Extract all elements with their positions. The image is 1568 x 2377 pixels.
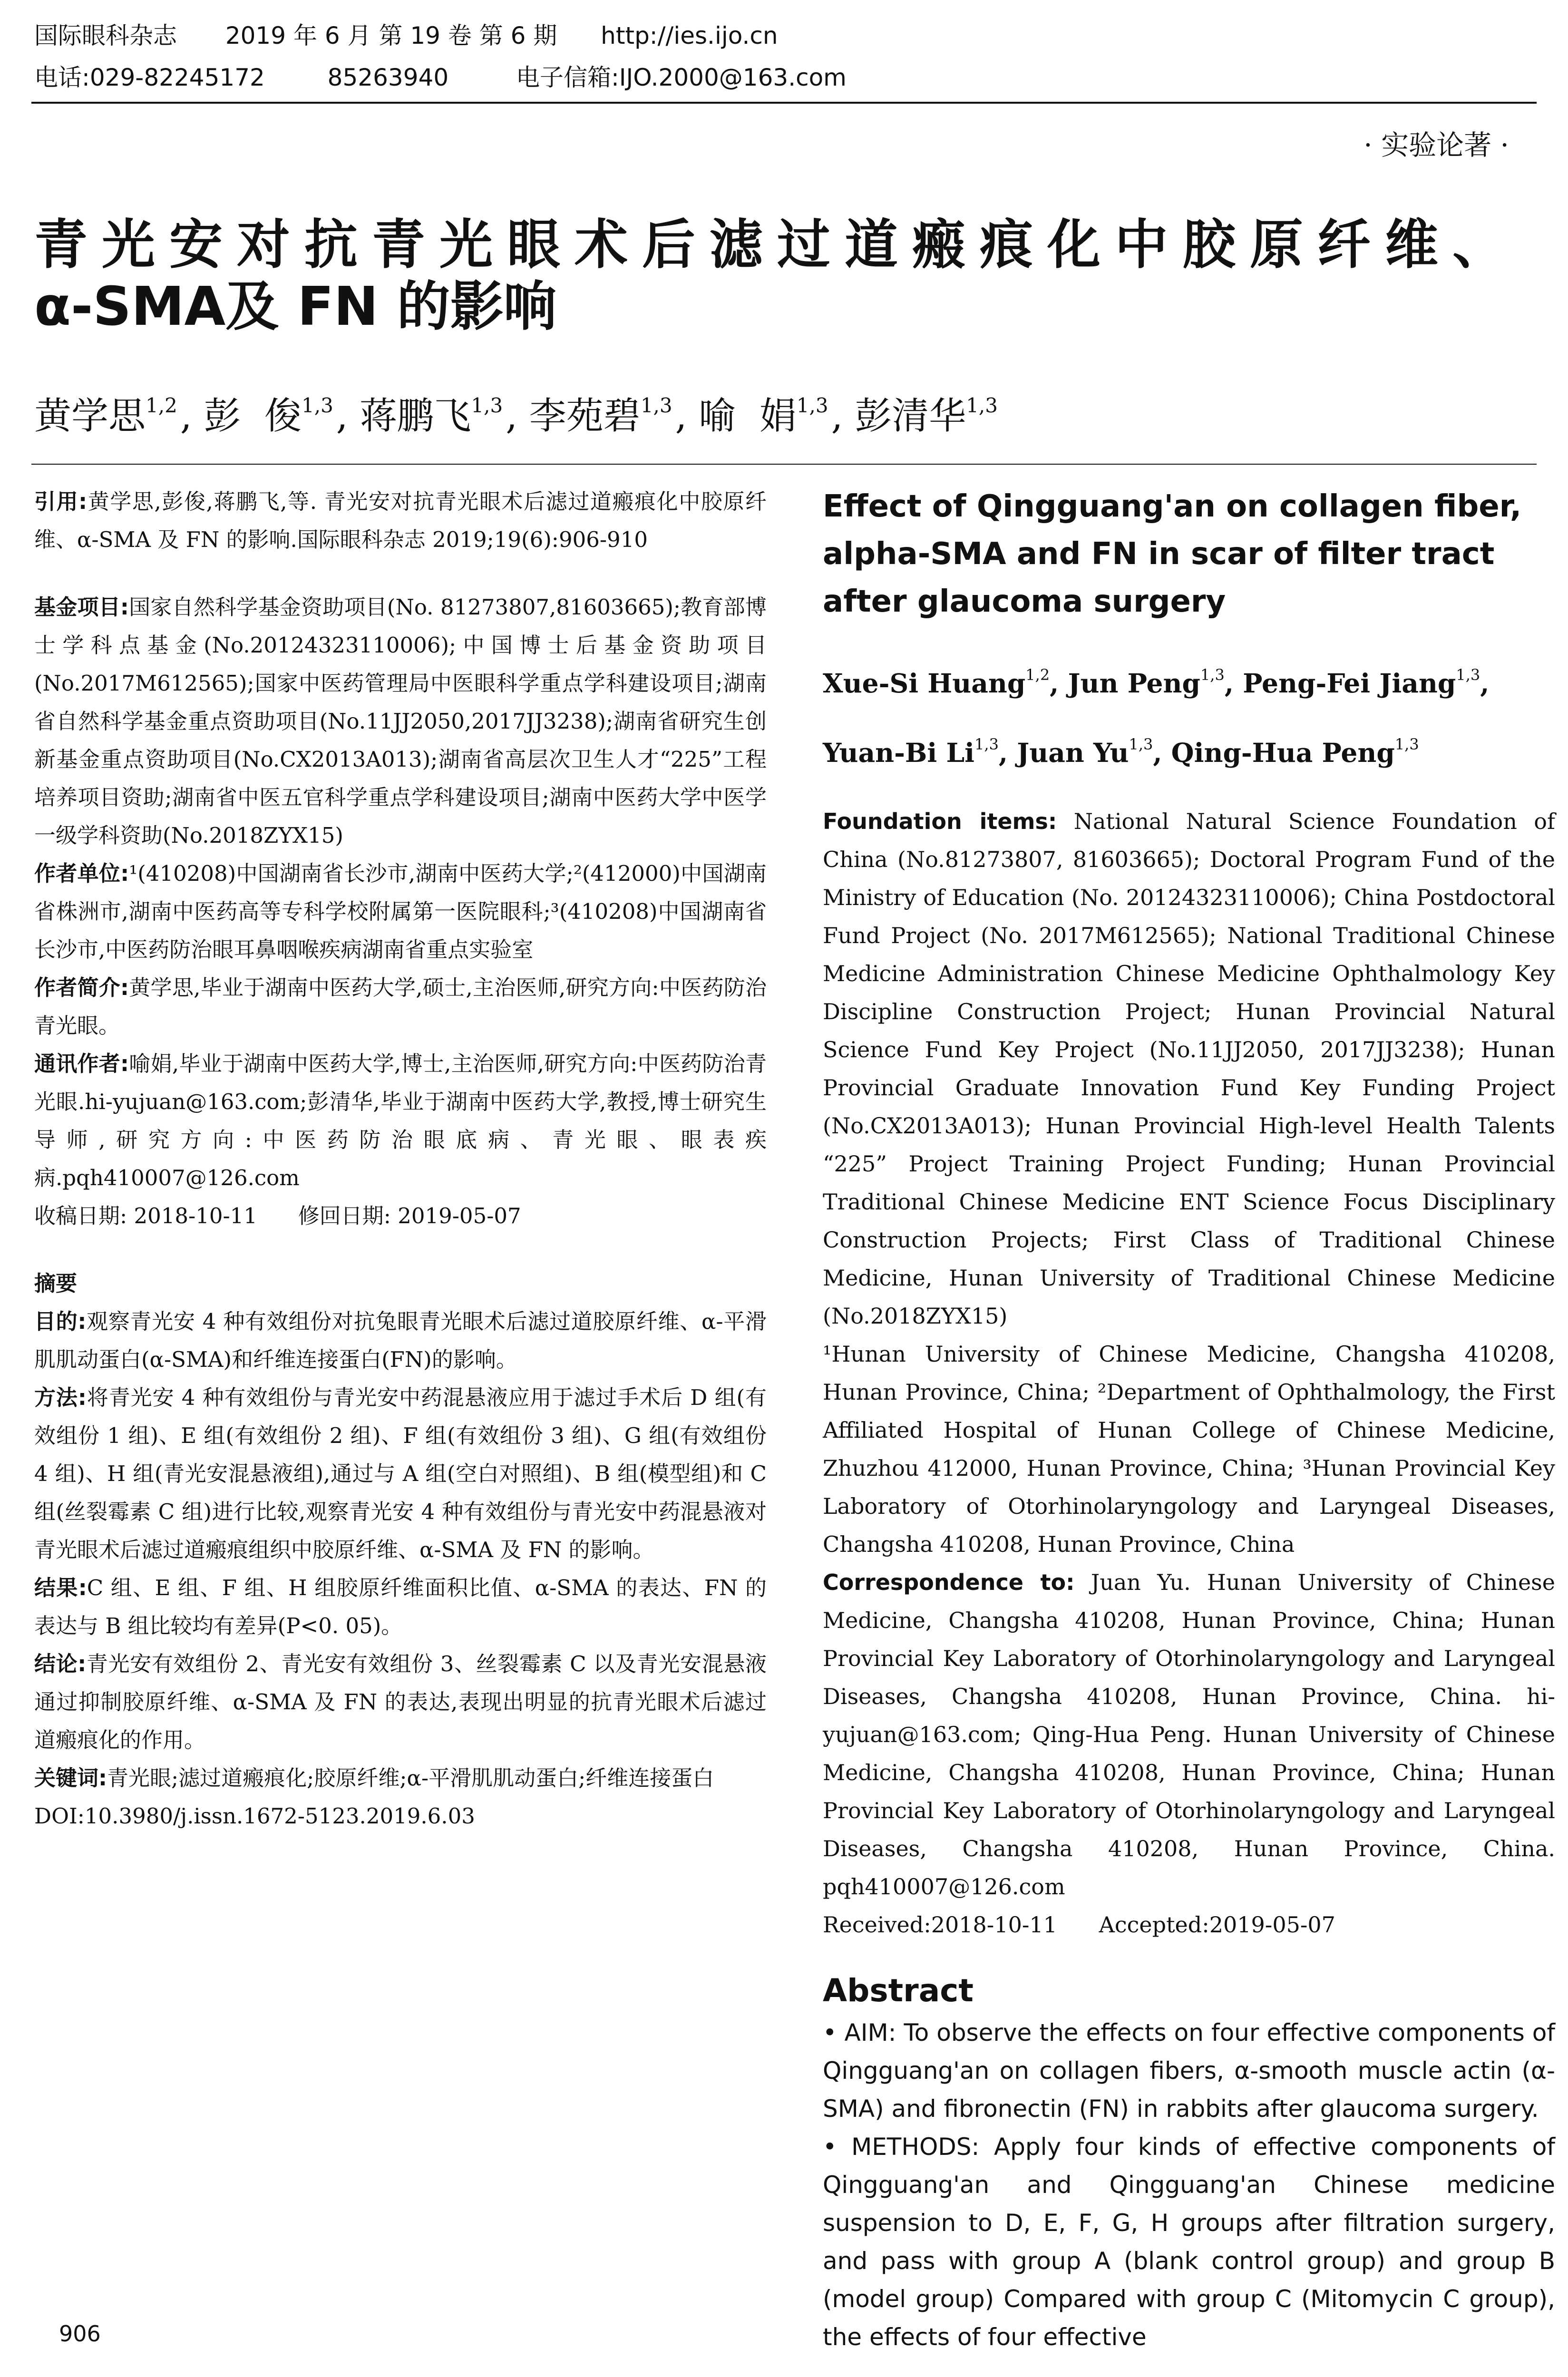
keywords-cn: 关键词:青光眼;滤过道瘢痕化;胶原纤维;α-平滑肌肌动蛋白;纤维连接蛋白 bbox=[34, 1765, 714, 1791]
author: 李苑碧 bbox=[529, 395, 641, 438]
en-author: Qing-Hua Peng bbox=[1171, 737, 1395, 768]
correspondence: Correspondence to: Juan Yu. Hunan University of Chinese Medicine, Changsha 410208, Hunan Province, China; Hunan Provincial Key Laboratory of Otorhinolaryngology and Laryngeal Diseases, Changsha 410208, Hunan Province, China. hi-yujuan@163.com; Qing-Hua Peng. Hunan University of Chinese Medicine, Changsha 410208, Hunan Province, China; Hunan Provincial Key Laboratory of Otorhinolaryngology and Laryngeal Diseases, Changsha 410208, Hunan Province, China. pqh410007@126.com bbox=[823, 1569, 1555, 1900]
affiliations: ¹Hunan University of Chinese Medicine, Changsha 410208, Hunan Province, China; ²Department of Ophthalmology, the First Affiliated Hospital of Hunan College of Chinese Medicine, Zhuzhou 412000, Hunan Province, China; ³Hunan Provincial Key Laboratory of Otorhinolaryngology and Laryngeal Diseases, Changsha 410208, Hunan Province, China bbox=[823, 1341, 1555, 1557]
abstract-results-cn: 结果:C 组、E 组、F 组、H 组胶原纤维面积比值、α-SMA 的表达、FN 的表达与 B 组比较均有差异(P<0. 05)。 bbox=[34, 1575, 767, 1638]
journal-issue: 2019 年 6 月 第 19 卷 第 6 期 bbox=[225, 22, 557, 49]
left-column bbox=[34, 483, 767, 1835]
abstract-aim-en: • AIM: To observe the effects on four effective components of Qingguang'an on collagen fibers, α-smooth muscle actin (α-SMA) and fibronectin (FN) in rabbits after glaucoma surgery. bbox=[823, 2019, 1555, 2123]
journal-url[interactable]: http://ies.ijo.cn bbox=[601, 22, 778, 49]
author-affiliation: 1,3 bbox=[471, 394, 503, 417]
en-author: Juan Yu bbox=[1017, 737, 1129, 768]
author: 蒋鹏飞 bbox=[360, 395, 471, 438]
corresponding-author: 通讯作者:喻娟,毕业于湖南中医药大学,博士,主治医师,研究方向:中医药防治青光眼.hi-yujuan@163.com;彭清华,毕业于湖南中医药大学,教授,博士研究生导师,研究方向:中医药防治眼底病、青光眼、眼表疾病.pqh410007@126.com bbox=[34, 1051, 767, 1190]
abstract-methods-en: • METHODS: Apply four kinds of effective components of Qingguang'an and Qingguang'an Chinese medicine suspension to D, E, F, G, H groups after filtration surgery, and pass with group A (blank control group) and group B (model group) Compared with group C (Mitomycin C group), the effects of four effective bbox=[823, 2133, 1555, 2351]
page-number: 906 bbox=[59, 2321, 101, 2347]
right-column bbox=[823, 483, 1555, 2356]
journal-phone: 电话:029-82245172 bbox=[34, 64, 265, 91]
header-rule bbox=[31, 102, 1537, 104]
en-author: Jun Peng bbox=[1068, 668, 1200, 699]
en-author: Peng-Fei Jiang bbox=[1243, 668, 1456, 699]
section-tag: · 实验论著 · bbox=[1363, 129, 1509, 161]
doi[interactable]: DOI:10.3980/j.issn.1672-5123.2019.6.03 bbox=[34, 1803, 475, 1829]
en-author: Yuan-Bi Li bbox=[823, 737, 975, 768]
journal-name: 国际眼科杂志 bbox=[34, 22, 177, 49]
en-author: Xue-Si Huang bbox=[823, 668, 1026, 699]
author-bio: 作者简介:黄学思,毕业于湖南中医药大学,硕士,主治医师,研究方向:中医药防治青光眼。 bbox=[34, 975, 767, 1038]
abstract-heading-en: Abstract bbox=[823, 1972, 974, 2009]
author-affiliation: 1,3 bbox=[640, 394, 672, 417]
author-units: 作者单位:¹(410208)中国湖南省长沙市,湖南中医药大学;²(412000)中国湖南省株洲市,湖南中医药高等专科学校附属第一医院眼科;³(410208)中国湖南省长沙市,中医药防治眼耳鼻咽喉疾病湖南省重点实验室 bbox=[34, 861, 767, 962]
foundation-items: Foundation items: National Natural Science Foundation of China (No.81273807, 81603665); Doctoral Program Fund of the Ministry of Education (No. 20124323110006); China Postdoctoral Fund Project (No. 2017M612565); National Traditional Chinese Medicine Administration Chinese Medicine Ophthalmology Key Discipline Construction Project; Hunan Provincial Natural Science Fund Key Project (No.11JJ2050, 2017JJ3238); Hunan Provincial Graduate Innovation Fund Key Funding Project (No.CX2013A013); Hunan Provincial High-level Health Talents “225” Project Training Project Funding; Hunan Provincial Traditional Chinese Medicine ENT Science Focus Disciplinary Construction Projects; First Class of Traditional Chinese Medicine, Hunan University of Traditional Chinese Medicine (No.2018ZYX15) bbox=[823, 809, 1555, 1329]
journal-phone2: 85263940 bbox=[327, 64, 449, 91]
author-affiliation: 1,3 bbox=[796, 394, 828, 417]
author: 黄学思 bbox=[34, 395, 146, 438]
article-title-line1: 青光安对抗青光眼术后滤过道瘢痕化中胶原纤维、 bbox=[34, 214, 1520, 276]
author: 喻 娟 bbox=[699, 395, 797, 438]
author: 彭 俊 bbox=[204, 395, 302, 438]
article-title-line2: α-SMA及 FN 的影响 bbox=[34, 276, 557, 338]
abstract-heading-cn: 摘要 bbox=[34, 1271, 78, 1296]
fund-info: 基金项目:国家自然科学基金资助项目(No. 81273807,81603665);教育部博士学科点基金(No.20124323110006);中国博士后基金资助项目(No.2017M612565);国家中医药管理局中医眼科学重点学科建设项目;湖南省自然科学基金重点资助项目(No.11JJ2050,2017JJ3238);湖南省研究生创新基金重点资助项目(No.CX2013A013);湖南省高层次卫生人才“225”工程培养项目资助;湖南省中医五官科学重点学科建设项目;湖南中医药大学中医学一级学科资助(No.2018ZYX15) bbox=[34, 594, 767, 848]
received-accepted: Received:2018-10-11 Accepted:2019-05-07 bbox=[823, 1912, 1335, 1938]
author-affiliation: 1,2 bbox=[146, 394, 177, 417]
author-affiliation: 1,3 bbox=[302, 394, 333, 417]
title-rule bbox=[31, 464, 1537, 465]
received-dates: 收稿日期: 2018-10-11 修回日期: 2019-05-07 bbox=[34, 1203, 521, 1228]
author-affiliation: 1,3 bbox=[966, 394, 998, 417]
english-author-list: Xue-Si Huang$^{1,2}$, Jun Peng$^{1,3}$, Peng-Fei Jiang$^{1,3}$, Yuan-Bi Li$^{1,3}$, Juan Yu$^{1,3}$, Qing-Hua Peng$^{1,3}$ bbox=[823, 666, 1490, 768]
journal-email[interactable]: 电子信箱:IJO.2000@163.com bbox=[516, 64, 847, 91]
journal-header-line2 bbox=[34, 63, 847, 92]
citation: 引用:黄学思,彭俊,蒋鹏飞,等. 青光安对抗青光眼术后滤过道瘢痕化中胶原纤维、α-SMA 及 FN 的影响.国际眼科杂志 2019;19(6):906-910 bbox=[34, 489, 767, 552]
abstract-methods-cn: 方法:将青光安 4 种有效组份与青光安中药混悬液应用于滤过手术后 D 组(有效组份 1 组)、E 组(有效组份 2 组)、F 组(有效组份 3 组)、G 组(有效组份 4 组)、H 组(青光安混悬液组),通过与 A 组(空白对照组)、B 组(模型组)和 C 组(丝裂霉素 C 组)进行比较,观察青光安 4 种有效组份与青光安中药混悬液对青光眼术后滤过道瘢痕组织中胶原纤维、α-SMA 及 FN 的影响。 bbox=[34, 1385, 767, 1562]
abstract-conclusion-cn: 结论:青光安有效组份 2、青光安有效组份 3、丝裂霉素 C 以及青光安混悬液通过抑制胶原纤维、α-SMA 及 FN 的表达,表现出明显的抗青光眼术后滤过道瘢痕化的作用。 bbox=[34, 1651, 767, 1753]
author-list: 黄学思$^{1,2}$, 彭 俊$^{1,3}$, 蒋鹏飞$^{1,3}$, 李苑碧$^{1,3}$, 喻 娟$^{1,3}$, 彭清华$^{1,3}$ bbox=[34, 394, 998, 438]
author: 彭清华 bbox=[855, 395, 966, 438]
journal-header-line1 bbox=[34, 21, 778, 50]
english-title: Effect of Qingguang'an on collagen fiber, alpha-SMA and FN in scar of filter tract after glaucoma surgery bbox=[823, 489, 1522, 619]
abstract-aim-cn: 目的:观察青光安 4 种有效组份对抗兔眼青光眼术后滤过道胶原纤维、α-平滑肌肌动蛋白(α-SMA)和纤维连接蛋白(FN)的影响。 bbox=[34, 1309, 767, 1372]
